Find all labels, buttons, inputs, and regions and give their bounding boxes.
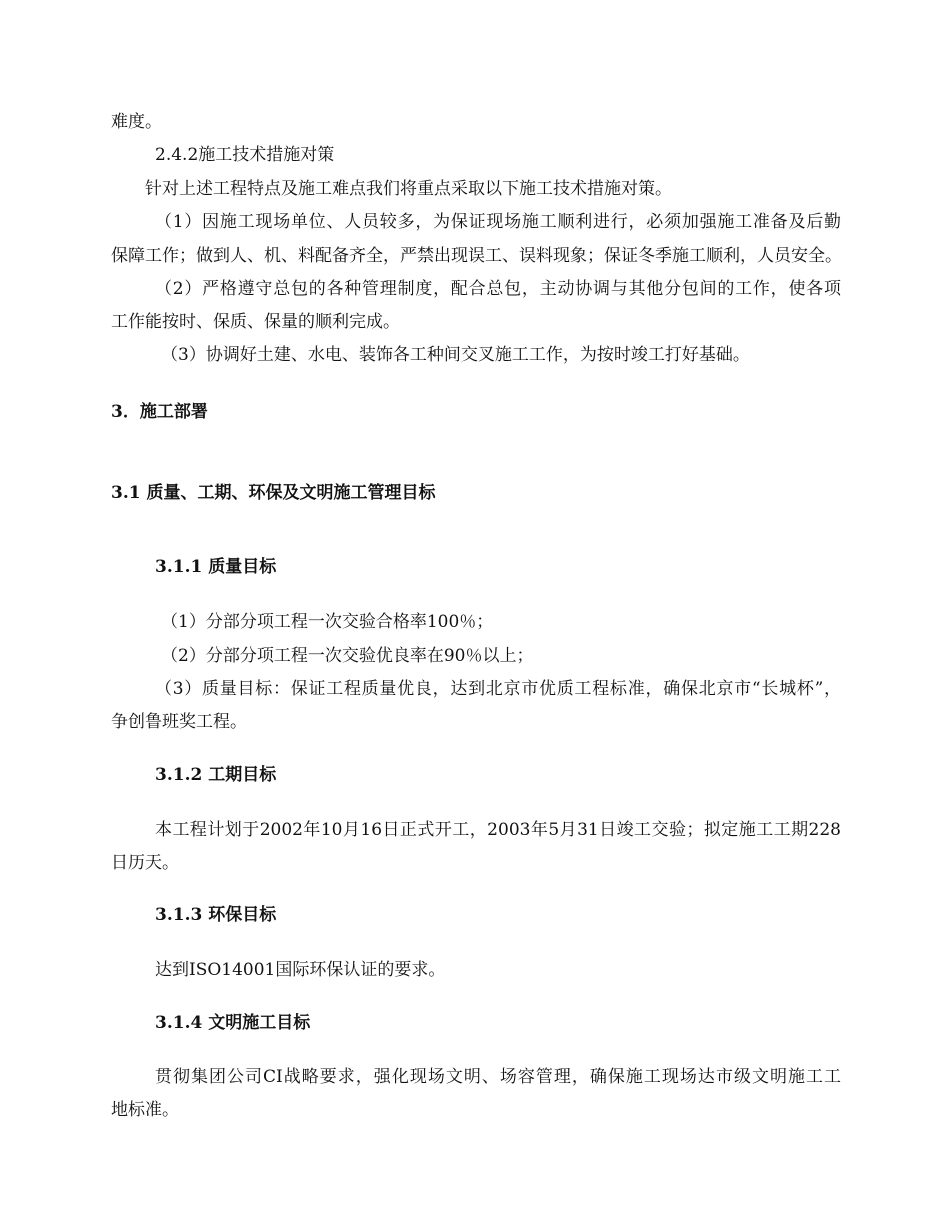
subsection-heading: 3.1.2 工期目标: [155, 765, 277, 785]
paragraph-line: （2）严格遵守总包的各种管理制度，配合总包，主动协调与其他分包间的工作，使各项: [155, 279, 841, 299]
paragraph-line: 地标准。: [111, 1100, 179, 1120]
paragraph-line: （2）分部分项工程一次交验优良率在90％以上；: [161, 646, 534, 666]
paragraph-line: 工作能按时、保质、保量的顺利完成。: [111, 312, 400, 332]
paragraph-line: 争创鲁班奖工程。: [111, 712, 247, 732]
paragraph-line: 日历天。: [111, 853, 179, 873]
subsection-heading: 2.4.2施工技术措施对策: [155, 145, 335, 165]
paragraph-line: （1）因施工现场单位、人员较多，为保证现场施工顺利进行，必须加强施工准备及后勤: [155, 212, 841, 232]
paragraph-line: 贯彻集团公司CI战略要求，强化现场文明、场容管理，确保施工现场达市级文明施工工: [155, 1067, 841, 1087]
subsection-heading: 3.1.3 环保目标: [155, 905, 277, 925]
subsection-heading: 3.1.1 质量目标: [155, 557, 277, 577]
paragraph-line: 难度。: [111, 112, 162, 132]
section-heading: 3.1 质量、工期、环保及文明施工管理目标: [111, 483, 436, 503]
paragraph-line: （3）质量目标：保证工程质量优良，达到北京市优质工程标准，确保北京市“长城杯”，: [155, 679, 841, 699]
paragraph-line: 本工程计划于2002年10月16日正式开工，2003年5月31日竣工交验；拟定施工工期228: [155, 820, 841, 840]
subsection-heading: 3.1.4 文明施工目标: [155, 1013, 311, 1033]
section-heading: 3．施工部署: [111, 402, 208, 422]
paragraph-line: （1）分部分项工程一次交验合格率100％；: [161, 612, 494, 632]
paragraph-line: 达到ISO14001国际环保认证的要求。: [155, 960, 446, 980]
paragraph-line: 针对上述工程特点及施工难点我们将重点采取以下施工技术措施对策。: [145, 179, 672, 199]
paragraph-line: 保障工作；做到人、机、料配备齐全，严禁出现误工、误料现象；保证冬季施工顺利，人员安全。: [111, 246, 842, 266]
paragraph-line: （3）协调好土建、水电、装饰各工种间交叉施工工作，为按时竣工打好基础。: [161, 345, 750, 365]
